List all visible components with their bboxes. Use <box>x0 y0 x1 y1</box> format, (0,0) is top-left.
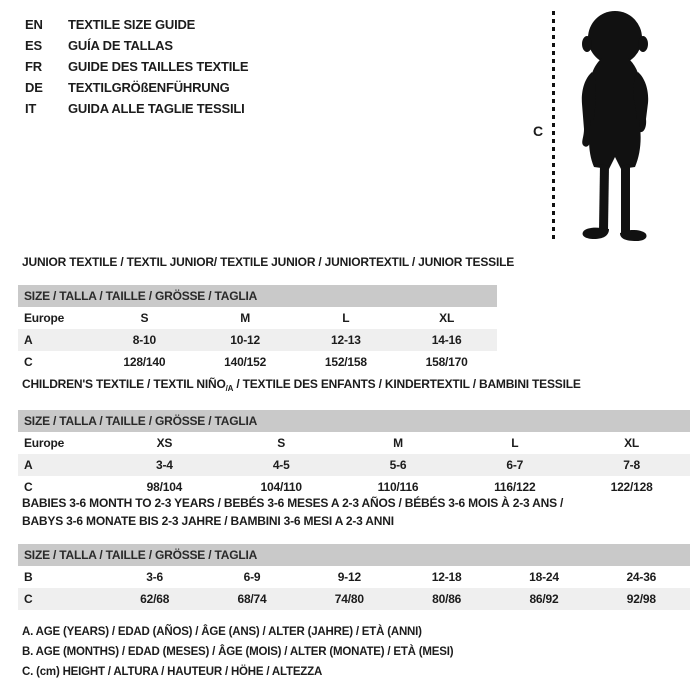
size-header-bar: SIZE / TALLA / TAILLE / GRÖSSE / TAGLIA <box>18 285 497 307</box>
row-label: Europe <box>24 436 65 450</box>
junior-textile-table <box>18 253 515 373</box>
table-cell: 3-4 <box>156 458 173 472</box>
childrens-textile-table <box>18 375 690 498</box>
table-cell: 14-16 <box>431 333 462 347</box>
table-row <box>18 351 497 373</box>
table-cell: M <box>393 436 403 450</box>
language-title: GUÍA DE TALLAS <box>68 38 173 53</box>
table-cell: 18-24 <box>529 570 559 584</box>
title-segment: JUNIOR TEXTILE / TEXTIL JUNIOR/ TEXTILE JUNIOR / JUNIORTEXTIL / JUNIOR TESSILE <box>22 255 515 269</box>
table-cell: 68/74 <box>237 592 267 606</box>
table-cell: 4-5 <box>272 458 290 472</box>
table-rows <box>18 432 690 498</box>
title-segment: BABIES 3-6 MONTH TO 2-3 YEARS / BEBÉS 3-6 MESES A 2-3 AÑOS / BÉBÉS 3-6 MOIS À 2-3 ANS / <box>22 496 564 510</box>
table-cell: 12-13 <box>331 333 361 347</box>
table-row <box>18 588 690 610</box>
row-label: A <box>24 458 33 472</box>
table-title <box>22 494 690 530</box>
table-title <box>22 375 690 398</box>
language-row <box>25 14 248 35</box>
table-cell: XL <box>439 311 455 325</box>
table-title <box>22 253 515 271</box>
table-cell: 152/158 <box>324 355 367 369</box>
language-row <box>25 35 248 56</box>
language-row <box>25 56 248 77</box>
table-row <box>18 454 690 476</box>
table-row <box>18 307 497 329</box>
language-code: DE <box>25 80 43 95</box>
row-label: Europe <box>24 311 65 325</box>
table-cell: 74/80 <box>334 592 364 606</box>
language-title: TEXTILE SIZE GUIDE <box>68 17 196 32</box>
table-cell: 12-18 <box>431 570 462 584</box>
table-row <box>18 329 497 351</box>
table-cell: 140/152 <box>224 355 267 369</box>
language-code: IT <box>25 101 37 116</box>
language-code: ES <box>25 38 42 53</box>
row-label: B <box>24 570 33 584</box>
language-title: GUIDA ALLE TAGLIE TESSILI <box>68 101 245 116</box>
table-cell: 104/110 <box>260 480 302 494</box>
table-title-line <box>22 512 690 530</box>
babies-textile-table <box>18 494 690 610</box>
table-rows <box>18 307 497 373</box>
table-cell: L <box>342 311 350 325</box>
table-cell: 9-12 <box>337 570 361 584</box>
table-cell: S <box>140 311 149 325</box>
language-row <box>25 77 248 98</box>
footnote-legend <box>22 622 453 682</box>
table-cell: M <box>240 311 251 325</box>
row-label: A <box>24 333 33 347</box>
table-cell: 7-8 <box>623 458 640 472</box>
table-cell: 110/116 <box>377 480 419 494</box>
table-cell: 128/140 <box>123 355 166 369</box>
footnote-line: C. (cm) HEIGHT / ALTURA / HAUTEUR / HÖHE / ALTEZZA <box>22 666 323 678</box>
height-measure-dotted-line <box>552 11 555 243</box>
measure-label-c: C <box>533 123 543 139</box>
footnote-line: A. AGE (YEARS) / EDAD (AÑOS) / ÂGE (ANS) / ALTER (JAHRE) / ETÀ (ANNI) <box>22 626 422 638</box>
table-cell: 80/86 <box>432 592 462 606</box>
table-cell: 98/104 <box>146 480 183 494</box>
toddler-silhouette-icon <box>562 8 668 242</box>
language-title: TEXTILGRÖßENFÜHRUNG <box>68 80 230 95</box>
table-cell: XS <box>156 436 173 450</box>
row-label: C <box>24 592 33 606</box>
table-cell: 158/170 <box>425 355 468 369</box>
table-cell: 6-7 <box>506 458 524 472</box>
table-row <box>18 432 690 454</box>
size-header-bar: SIZE / TALLA / TAILLE / GRÖSSE / TAGLIA <box>18 410 690 432</box>
table-cell: 92/98 <box>626 592 656 606</box>
table-row <box>18 566 690 588</box>
table-cell: 10-12 <box>230 333 260 347</box>
title-segment: CHILDREN'S TEXTILE / TEXTIL NIÑO <box>22 377 226 391</box>
table-title-line <box>22 253 515 271</box>
size-header-bar: SIZE / TALLA / TAILLE / GRÖSSE / TAGLIA <box>18 544 690 566</box>
table-cell: 8-10 <box>132 333 156 347</box>
title-subscript: /A <box>225 384 234 393</box>
row-label: C <box>24 480 33 494</box>
table-cell: 6-9 <box>243 570 261 584</box>
table-cell: 116/122 <box>494 480 536 494</box>
table-cell: XL <box>624 436 640 450</box>
table-cell: 62/68 <box>140 592 170 606</box>
title-segment: BABYS 3-6 MONATE BIS 2-3 JAHRE / BAMBINI 3-6 MESI A 2-3 ANNI <box>22 514 394 528</box>
language-title: GUIDE DES TAILLES TEXTILE <box>68 59 249 74</box>
language-row <box>25 98 248 119</box>
row-label: C <box>24 355 33 369</box>
language-title-list <box>25 14 248 119</box>
language-code: FR <box>25 59 42 74</box>
table-cell: 24-36 <box>626 570 657 584</box>
table-cell: 86/92 <box>529 592 559 606</box>
table-cell: 122/128 <box>610 480 653 494</box>
table-cell: L <box>511 436 519 450</box>
table-cell: 3-6 <box>146 570 164 584</box>
title-segment: / TEXTILE DES ENFANTS / KINDERTEXTIL / BAMBINI TESSILE <box>233 377 581 391</box>
table-title-line <box>22 375 690 398</box>
language-code: EN <box>25 17 43 32</box>
table-title-line <box>22 494 690 512</box>
table-cell: 5-6 <box>389 458 407 472</box>
table-rows <box>18 566 690 610</box>
table-cell: S <box>277 436 286 450</box>
footnote-line: B. AGE (MONTHS) / EDAD (MESES) / ÂGE (MOIS) / ALTER (MONATE) / ETÀ (MESI) <box>22 646 454 658</box>
